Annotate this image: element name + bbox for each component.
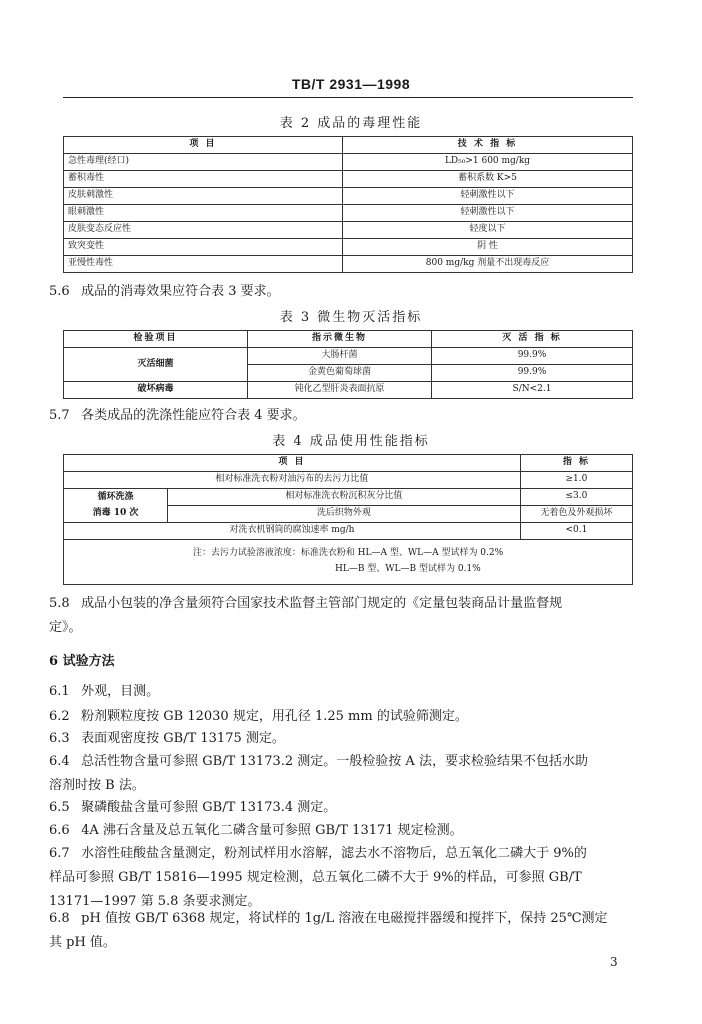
section-title: 6 试验方法 [49, 654, 115, 669]
clause-text: 其 pH 值。 [49, 935, 116, 950]
table4-group-label [64, 489, 168, 523]
clause-number: 5.8 [49, 596, 70, 611]
clause-6-5 [49, 796, 641, 820]
table4-note [64, 540, 633, 585]
table3-cell-item: 灭活细菌 [64, 348, 248, 382]
table4-caption: 表 4 成品使用性能指标 [272, 434, 430, 449]
table2-cell-spec: 轻度以下 [343, 222, 633, 239]
clause-text: 溶剂时按 B 法。 [49, 778, 145, 793]
table-row [64, 348, 633, 365]
table2 [63, 136, 633, 273]
table3-caption: 表 3 微生物灭活指标 [279, 310, 423, 325]
clause-5-7 [49, 404, 641, 428]
table2-header-item: 项 目 [64, 137, 343, 154]
clause-number: 6.2 [49, 709, 70, 724]
clause-5-6 [49, 280, 641, 304]
clause-number: 6.7 [49, 846, 70, 861]
clause-6-1 [49, 680, 641, 704]
table2-header-spec: 技 术 指 标 [343, 137, 633, 154]
table3 [63, 330, 633, 399]
clause-6-2 [49, 705, 641, 729]
clause-text: 粉剂颗粒度按 GB 12030 规定，用孔径 1.25 mm 的试验筛测定。 [81, 709, 468, 724]
table4-header-spec: 指 标 [520, 455, 632, 472]
table-row [64, 256, 633, 273]
table2-cell-spec: LD₅₀>1 600 mg/kg [343, 154, 633, 171]
clause-text: 总活性物含量可参照 GB/T 13173.2 测定。一般检验按 A 法，要求检验结果不包括水助 [81, 754, 588, 769]
clause-number: 6.8 [49, 911, 70, 926]
table2-cell-item: 致突变性 [64, 239, 343, 256]
clause-5-8 [49, 592, 641, 640]
table-row [64, 382, 633, 399]
table2-cell-spec: 轻刺激性以下 [343, 188, 633, 205]
clause-text: 4A 沸石含量及总五氧化二磷含量可参照 GB/T 13171 规定检测。 [81, 823, 463, 838]
table2-cell-item: 皮肤刺激性 [64, 188, 343, 205]
table3-cell-microbe: 金黄色葡萄球菌 [248, 365, 432, 382]
clause-text: 成品小包装的净含量须符合国家技术监督主管部门规定的《定量包装商品计量监督规 [81, 596, 563, 611]
table4-group-label-line2: 消毒 10 次 [92, 507, 139, 518]
table4-cell-spec: <0.1 [520, 523, 632, 540]
table4 [63, 454, 633, 585]
table-row [64, 171, 633, 188]
table-row [64, 472, 633, 489]
clause-text: 成品的消毒效果应符合表 3 要求。 [81, 284, 280, 299]
clause-6-4 [49, 750, 641, 798]
table-row [64, 239, 633, 256]
clause-text: 样品可参照 GB/T 15816—1995 规定检测，总五氧化二磷不大于 9%的样品，可参照 GB/T [49, 870, 582, 885]
table4-cell-item: 对洗衣机钢筒的腐蚀速率 mg/h [64, 523, 521, 540]
clause-number: 6.3 [49, 731, 70, 746]
table2-caption: 表 2 成品的毒理性能 [279, 116, 423, 131]
standard-code-header: TB/T 2931—1998 [291, 76, 411, 92]
table4-cell-spec: ≥1.0 [520, 472, 632, 489]
clause-text: 13171—1997 第 5.8 条要求测定。 [49, 894, 261, 909]
clause-number: 6.6 [49, 823, 70, 838]
table3-cell-item: 破坏病毒 [64, 382, 248, 399]
table-row [64, 222, 633, 239]
table2-cell-item: 亚慢性毒性 [64, 256, 343, 273]
clause-text: 聚磷酸盐含量可参照 GB/T 13173.4 测定。 [81, 800, 337, 815]
clause-6-3 [49, 727, 641, 751]
table4-cell-spec: 无着色及外观损坏 [520, 506, 632, 523]
clause-text: 各类成品的洗涤性能应符合表 4 要求。 [81, 408, 306, 423]
table4-header-item: 项 目 [64, 455, 521, 472]
table3-header-item: 检验项目 [64, 331, 248, 348]
table3-cell-rate: 99.9% [432, 348, 633, 365]
clause-text: pH 值按 GB/T 6368 规定，将试样的 1g/L 溶液在电磁搅拌器缓和搅拌下，保持 25℃测定 [81, 911, 608, 926]
clause-number: 6.1 [49, 684, 70, 699]
table2-cell-spec: 800 mg/kg 剂量不出现毒反应 [343, 256, 633, 273]
clause-text: 表面观密度按 GB/T 13175 测定。 [81, 731, 285, 746]
table4-note-line1: 注：去污力试验溶液浓度：标准洗衣粉和 HL—A 型、WL—A 型试样为 0.2% [192, 548, 504, 559]
header-rule [63, 97, 633, 98]
clause-6-6 [49, 819, 641, 843]
table3-header-rate: 灭 活 指 标 [432, 331, 633, 348]
clause-number: 6.4 [49, 754, 70, 769]
table-row [64, 489, 633, 506]
table2-cell-spec: 蓄积系数 K>5 [343, 171, 633, 188]
table3-cell-microbe: 大肠杆菌 [248, 348, 432, 365]
table4-cell-spec: ≤3.0 [520, 489, 632, 506]
table4-group-label-line1: 循环洗涤 [97, 491, 134, 502]
clause-text: 定》。 [49, 620, 82, 635]
clause-6-7 [49, 842, 641, 914]
table2-cell-spec: 轻刺激性以下 [343, 205, 633, 222]
clause-6-8 [49, 907, 641, 955]
page-number: 3 [610, 955, 618, 969]
table3-cell-microbe: 钝化乙型肝炎表面抗原 [248, 382, 432, 399]
table2-cell-item: 眼刺激性 [64, 205, 343, 222]
clause-number: 5.7 [49, 408, 70, 423]
table2-cell-spec: 阴 性 [343, 239, 633, 256]
table3-header-microbe: 指示微生物 [248, 331, 432, 348]
table2-cell-item: 蓄积毒性 [64, 171, 343, 188]
table3-cell-rate: 99.9% [432, 365, 633, 382]
clause-number: 5.6 [49, 284, 70, 299]
clause-text: 水溶性硅酸盐含量测定，粉剂试样用水溶解，滤去水不溶物后，总五氧化二磷大于 9%的 [81, 846, 587, 861]
table2-cell-item: 皮肤变态反应性 [64, 222, 343, 239]
table-row [64, 188, 633, 205]
table3-cell-rate: S/N<2.1 [432, 382, 633, 399]
table4-cell-item: 洗后织物外观 [168, 506, 521, 523]
table-row [64, 205, 633, 222]
table4-cell-item: 相对标准洗衣粉对油污布的去污力比值 [64, 472, 521, 489]
table4-note-line2: HL—B 型、WL—B 型试样为 0.1% [335, 564, 481, 574]
table2-cell-item: 急性毒理(经口) [64, 154, 343, 171]
clause-text: 外观，目测。 [81, 684, 160, 699]
table-row [64, 154, 633, 171]
clause-number: 6.5 [49, 800, 70, 815]
table4-cell-item: 相对标准洗衣粉沉积灰分比值 [168, 489, 521, 506]
table-row [64, 540, 633, 585]
table-row [64, 523, 633, 540]
